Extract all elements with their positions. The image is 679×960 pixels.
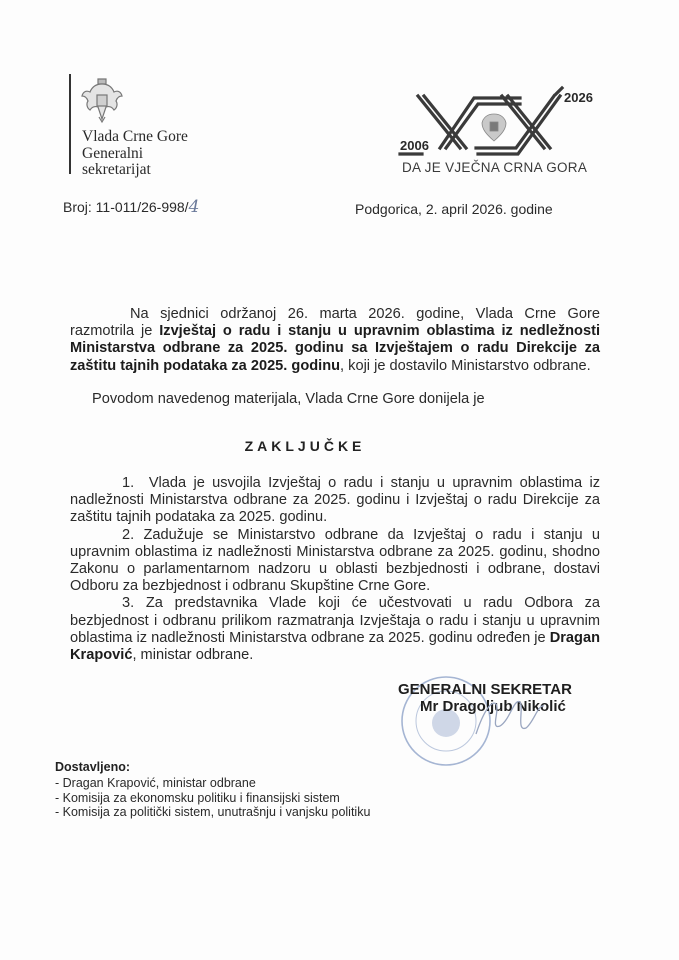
- distribution-list: [55, 776, 370, 820]
- montenegro-coat-of-arms-icon: [80, 75, 124, 125]
- conclusion-text: Za predstavnika Vlade koji će učestvovati u radu Odbora za bezbjednost i odbranu prilikom razmatranja Izvještaja o radu i stanju u upravnim oblastima iz nadležnosti Ministarstva odbrane za 2025. godinu određen je: [70, 595, 600, 646]
- header-vertical-rule: [69, 74, 71, 174]
- conclusion-item-1: [70, 475, 600, 527]
- distribution-item: - Komisija za ekonomsku politiku i finansijski sistem: [55, 790, 340, 805]
- conclusion-text-tail: , ministar odbrane.: [132, 647, 254, 664]
- signatory-name: Mr Dragoljub Nikolić: [420, 698, 566, 715]
- distribution-item: - Dragan Krapović, ministar odbrane: [55, 776, 256, 790]
- logo-motto: DA JE VJEČNA CRNA GORA: [402, 160, 588, 175]
- logo-year-start: 2006: [400, 138, 429, 153]
- conclusion-text: Vlada je usvojila Izvještaj o radu i stanju u upravnim oblastima iz nadležnosti Ministarstva odbrane za 2025. godinu i Izvještaj o radu Direkcije za zaštitu tajnih podataka za 2025. godinu.: [70, 475, 600, 526]
- logo-year-end: 2026: [564, 90, 593, 105]
- institution-line-3: sekretarijat: [82, 161, 151, 178]
- reference-number-handwritten: 4: [188, 197, 200, 217]
- institution-line-2: Generalni: [82, 144, 144, 162]
- place-date: Podgorica, 2. april 2026. godine: [355, 201, 553, 217]
- conclusions-title: ZAKLJUČKE: [244, 438, 366, 454]
- signatory-title: GENERALNI SEKRETAR: [398, 681, 572, 698]
- appointee-name: Dragan Krapović: [70, 629, 600, 664]
- institution-line-1: Vlada Crne Gore: [82, 128, 188, 145]
- conclusions-list: [70, 475, 600, 664]
- institution-name: [82, 129, 188, 179]
- intro-paragraph: [70, 306, 600, 375]
- intro-report-title: Izvještaj o radu i stanju u upravnim oblastima iz nedležnosti Ministarstva odbrane za 2025. godinu sa Izvještajem o radu Direkcije za zaštitu tajnih podataka za 2025. godinu: [70, 323, 600, 374]
- conclusion-number: 1.: [122, 475, 135, 491]
- handwritten-signature-icon: [470, 690, 560, 740]
- conclusion-text: Zadužuje se Ministarstvo odbrane da Izvještaj o radu i stanju u upravnim oblastima iz nadležnosti Ministarstva odbrane za 2025. godinu, shodno Zakonu o parlamentarnom nadzoru u oblasti bezbjednosti i odbrane, dostavi Odboru za bezbjednost i odbranu Skupštine Crne Gore.: [70, 526, 600, 595]
- intro-decision-text: Povodom navedenog materijala, Vlada Crne Gore donijela je: [92, 391, 485, 407]
- intro-lead: Na sjednici održanoj 26. marta 2026. godine, Vlada Crne Gore razmotrila je: [70, 306, 600, 340]
- reference-number: [63, 197, 199, 217]
- conclusion-item-2: [70, 527, 600, 596]
- conclusion-number: 2.: [122, 526, 135, 543]
- conclusion-number: 3.: [122, 595, 135, 612]
- distribution-title: Dostavljeno:: [55, 760, 131, 774]
- reference-number-text: Broj: 11-011/26-998/: [63, 199, 189, 215]
- intro-decision-line: [70, 391, 600, 408]
- intro-tail: , koji je dostavilo Ministarstvo odbrane.: [340, 357, 591, 374]
- conclusion-item-3: [70, 595, 600, 664]
- distribution-item: - Komisija za politički sistem, unutrašnju i vanjsku politiku: [55, 805, 371, 820]
